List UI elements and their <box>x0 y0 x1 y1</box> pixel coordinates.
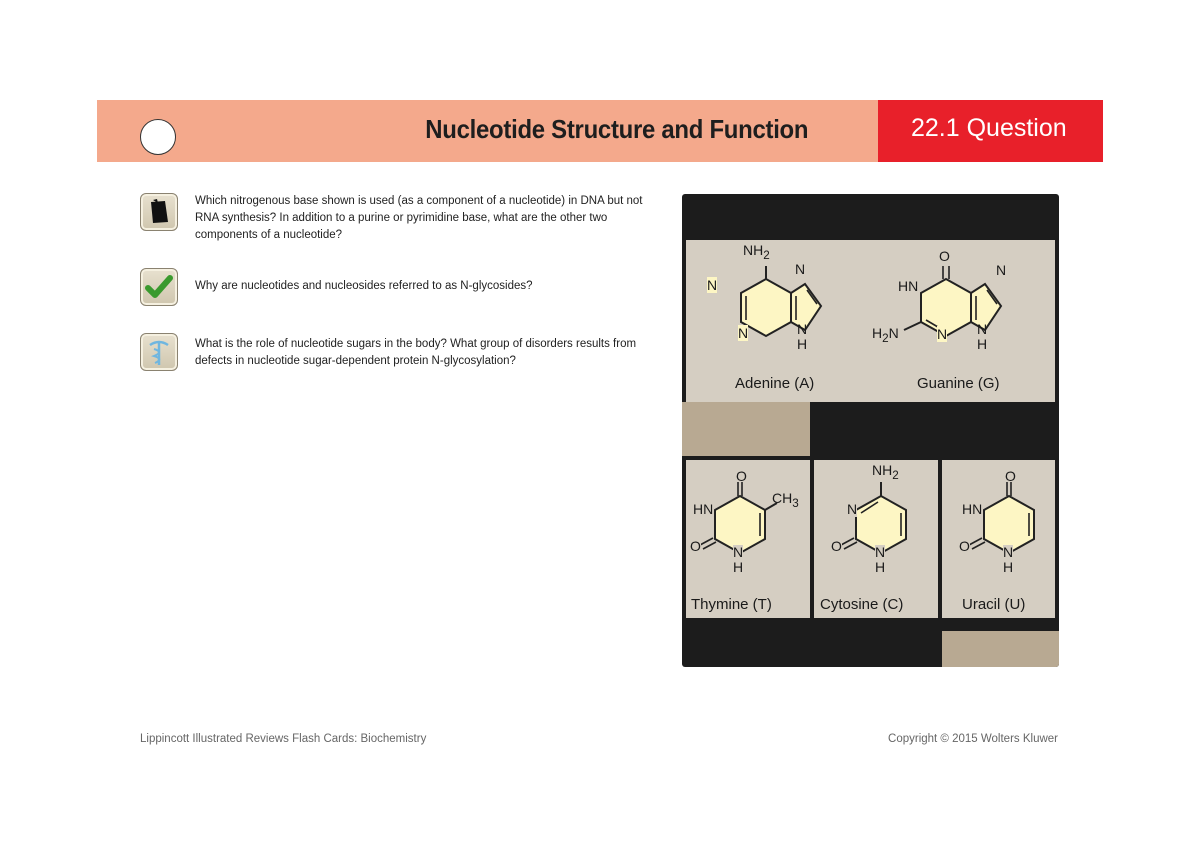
card-hole-circle <box>140 119 176 155</box>
base-name-guanine: Guanine (G) <box>917 375 1000 392</box>
adenine-structure <box>741 266 821 336</box>
atom-label <box>872 325 899 345</box>
base-name-uracil: Uracil (U) <box>962 596 1026 613</box>
footer-source: Lippincott Illustrated Reviews Flash Cards: Biochemistry <box>140 733 427 745</box>
atom-label <box>797 322 807 352</box>
atom-label <box>977 322 987 352</box>
atom-label: HN <box>898 278 919 294</box>
thymine-panel <box>686 460 810 618</box>
atom-subscript: 2 <box>882 331 889 345</box>
atom-label <box>1003 545 1013 575</box>
atom-text: N <box>875 544 886 560</box>
question-text: Why are nucleotides and nucleosides referred to as N-glycosides? <box>195 280 533 292</box>
atom-label: N <box>847 501 858 517</box>
dna-card-icon <box>140 193 178 231</box>
figure-strip-tan <box>942 631 1059 667</box>
atom-text: NH <box>872 462 893 478</box>
atom-text: H <box>1003 559 1014 575</box>
card-header <box>97 100 1103 162</box>
atom-label: N <box>996 262 1007 278</box>
atom-label: N <box>795 261 806 277</box>
atom-label: O <box>1005 468 1016 484</box>
base-name-adenine: Adenine (A) <box>735 375 815 392</box>
question-text: Which nitrogenous base shown is used (as a component of a nucleotide) in DNA but not RNA synthesis? In addition to a purine or pyrimidine base, what are the other two components of a nucleotide? <box>195 195 643 241</box>
atom-label: O <box>939 248 950 264</box>
atom-text: H <box>797 336 808 352</box>
atom-text: H <box>733 559 744 575</box>
atom-label: HN <box>693 501 714 517</box>
atom-label: HN <box>962 501 983 517</box>
nitrogenous-bases-figure <box>682 194 1059 667</box>
question-text: What is the role of nucleotide sugars in the body? What group of disorders results from defects in nucleotide sugar-dependent protein N-glycosylation? <box>195 338 637 367</box>
atom-label <box>772 490 799 510</box>
figure-strip-tan <box>682 402 810 456</box>
atom-label: O <box>831 538 842 554</box>
atom-text: N <box>733 544 744 560</box>
atom-label: N <box>738 325 749 341</box>
footer-copyright: Copyright © 2015 Wolters Kluwer <box>888 733 1058 745</box>
atom-text: CH <box>772 490 793 506</box>
checkmark-icon <box>140 268 178 306</box>
atom-label <box>872 462 899 482</box>
atom-subscript: 2 <box>892 468 899 482</box>
atom-text: N <box>1003 544 1014 560</box>
caduceus-icon <box>140 333 178 371</box>
atom-label <box>743 242 770 262</box>
atom-label: O <box>959 538 970 554</box>
atom-text: N <box>888 325 899 341</box>
atom-text: N <box>797 321 808 337</box>
purines-panel <box>686 240 1055 402</box>
atom-label: N <box>707 277 718 293</box>
atom-text: H <box>977 336 988 352</box>
atom-label <box>733 545 743 575</box>
atom-label: O <box>690 538 701 554</box>
atom-text: NH <box>743 242 764 258</box>
atom-text: N <box>977 321 988 337</box>
uracil-panel <box>942 460 1055 618</box>
card-number-tag: 22.1 Question <box>911 114 1067 142</box>
atom-label: N <box>937 326 948 342</box>
atom-subscript: 2 <box>763 248 770 262</box>
page-title: Nucleotide Structure and Function <box>425 114 808 144</box>
atom-text: H <box>875 559 886 575</box>
base-name-thymine: Thymine (T) <box>691 596 772 613</box>
cytosine-panel <box>814 460 938 618</box>
atom-subscript: 3 <box>792 496 799 510</box>
atom-label <box>875 545 885 575</box>
atom-text: H <box>872 325 883 341</box>
atom-label: O <box>736 468 747 484</box>
base-name-cytosine: Cytosine (C) <box>820 596 904 613</box>
